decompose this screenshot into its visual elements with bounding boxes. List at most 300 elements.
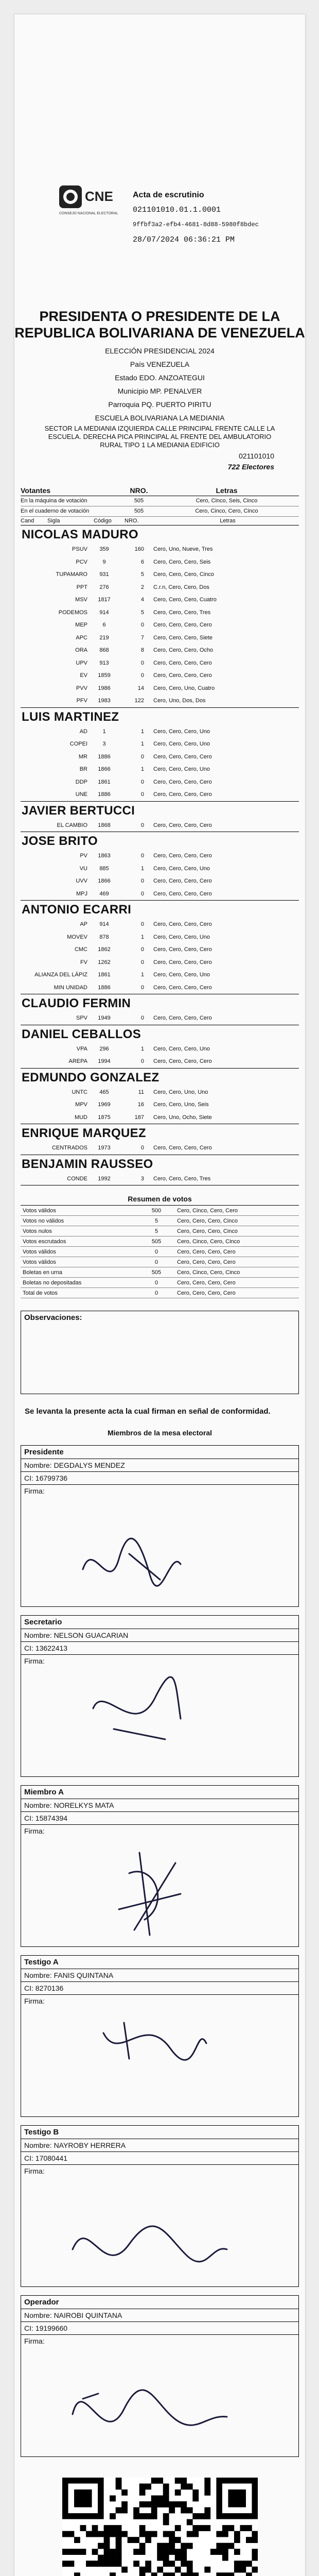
summary-label: En el cuaderno de votación bbox=[21, 508, 90, 514]
resumen-letters: Cero, Cero, Cero, Cero bbox=[177, 1290, 236, 1296]
party-sigla: UPV bbox=[76, 659, 87, 666]
party-votes-letters: Cero, Cero, Cero, Cero bbox=[153, 1015, 212, 1022]
party-votes-letters: Cero, Cero, Cero, Cero bbox=[153, 946, 212, 953]
party-votes: 0 bbox=[140, 778, 144, 785]
party-votes: 5 bbox=[140, 571, 144, 578]
signature-role: Operador bbox=[21, 2296, 298, 2309]
resumen-value: 505 bbox=[151, 1269, 162, 1276]
handwritten-signature bbox=[52, 1492, 237, 1600]
signature-ci: CI: 8270136 bbox=[21, 1982, 298, 1995]
signature-role: Miembro A bbox=[21, 1786, 298, 1799]
signature-area bbox=[21, 2165, 298, 2286]
party-code: 931 bbox=[99, 571, 109, 578]
party-votes: 4 bbox=[140, 597, 144, 603]
party-votes: 7 bbox=[140, 634, 144, 641]
signature-box bbox=[21, 1785, 299, 1947]
party-votes-letters: Cero, Cero, Cero, Uno bbox=[153, 728, 210, 735]
signature-role: Presidente bbox=[21, 1446, 298, 1459]
members-title: Miembros de la mesa electoral bbox=[107, 1429, 212, 1437]
party-sigla: PSUV bbox=[72, 546, 87, 553]
election-name: ELECCIÓN PRESIDENCIAL 2024 bbox=[105, 347, 215, 355]
party-row bbox=[21, 1012, 299, 1025]
party-sigla: MUD bbox=[74, 1114, 87, 1121]
resumen-label: Votos válidos bbox=[23, 1207, 56, 1214]
resumen-row bbox=[21, 1236, 299, 1247]
party-row bbox=[21, 669, 299, 682]
party-votes: 16 bbox=[137, 1101, 144, 1108]
party-sigla: DDP bbox=[75, 778, 87, 785]
acta-paper bbox=[14, 14, 305, 2576]
party-code: 276 bbox=[99, 584, 109, 590]
party-votes-letters: Cero, Uno, Ocho, Siete bbox=[153, 1114, 212, 1121]
party-votes-letters: Cero, Cero, Cero, Seis bbox=[153, 558, 211, 565]
party-sigla: CMC bbox=[74, 946, 87, 953]
party-votes: 160 bbox=[134, 546, 144, 553]
party-sigla: ORA bbox=[75, 647, 87, 654]
party-sigla: AREPA bbox=[68, 1058, 87, 1065]
resumen-label: Boletas en urna bbox=[23, 1269, 63, 1276]
party-code: 1875 bbox=[98, 1114, 111, 1121]
party-votes: 0 bbox=[140, 1145, 144, 1151]
party-sigla: FV bbox=[80, 959, 87, 965]
party-code: 1973 bbox=[98, 1145, 111, 1151]
party-votes: 0 bbox=[140, 959, 144, 965]
party-votes: 1 bbox=[140, 766, 144, 773]
handwritten-signature bbox=[52, 2002, 237, 2110]
party-code: 1863 bbox=[98, 853, 111, 859]
signature-ci: CI: 16799736 bbox=[21, 1472, 298, 1485]
candidate-name: EDMUNDO GONZALEZ bbox=[22, 1070, 160, 1084]
subheader-cell: Letras bbox=[220, 518, 236, 524]
party-code: 219 bbox=[99, 634, 109, 641]
candidate-name: BENJAMIN RAUSSEO bbox=[22, 1157, 153, 1171]
party-row bbox=[21, 1086, 299, 1099]
candidate-block bbox=[21, 1155, 299, 1186]
party-sigla: APC bbox=[76, 634, 87, 641]
party-votes-letters: Cero, Cero, Cero, Uno bbox=[153, 741, 210, 748]
party-row bbox=[21, 981, 299, 994]
party-sigla: PFV bbox=[76, 698, 87, 704]
resumen-row bbox=[21, 1247, 299, 1257]
candidate-name: NICOLAS MADURO bbox=[22, 528, 138, 541]
party-votes-letters: Cero, Cero, Cero, Cero bbox=[153, 791, 212, 798]
party-code: 1859 bbox=[98, 672, 111, 679]
party-votes-letters: Cero, Cero, Cero, Cinco bbox=[153, 571, 214, 578]
party-code: 1886 bbox=[98, 791, 111, 798]
party-votes-letters: Cero, Cero, Cero, Siete bbox=[153, 634, 212, 641]
summary-row bbox=[21, 506, 299, 517]
resumen-value: 5 bbox=[154, 1228, 158, 1234]
signature-area bbox=[21, 1825, 298, 1946]
party-code: 1861 bbox=[98, 778, 111, 785]
party-sigla: MPJ bbox=[76, 890, 87, 897]
party-code: 1262 bbox=[98, 959, 111, 965]
candidate-block bbox=[21, 994, 299, 1025]
party-votes-letters: Cero, Cero, Cero, Ocho bbox=[153, 647, 214, 654]
party-row bbox=[21, 543, 299, 556]
signature-label: Firma: bbox=[24, 1487, 45, 1495]
party-row bbox=[21, 738, 299, 751]
party-votes-letters: Cero, Uno, Nueve, Tres bbox=[153, 546, 213, 553]
candidate-block bbox=[21, 1025, 299, 1069]
party-sigla: MR bbox=[78, 753, 87, 760]
signature-label: Firma: bbox=[24, 1997, 45, 2005]
resumen-value: 5 bbox=[154, 1217, 158, 1224]
party-row bbox=[21, 875, 299, 888]
subheader-cell: NRO. bbox=[125, 518, 139, 524]
resumen-row bbox=[21, 1206, 299, 1216]
candidate-name: JOSE BRITO bbox=[22, 834, 98, 848]
resumen-row bbox=[21, 1216, 299, 1226]
party-row bbox=[21, 819, 299, 832]
party-votes: 1 bbox=[140, 972, 144, 978]
party-code: 914 bbox=[99, 609, 109, 616]
party-votes-letters: Cero, Cero, Cero, Cuatro bbox=[153, 597, 217, 603]
party-row bbox=[21, 850, 299, 862]
party-row bbox=[21, 788, 299, 801]
party-code: 868 bbox=[99, 647, 109, 654]
party-votes: 122 bbox=[134, 698, 144, 704]
party-row bbox=[21, 969, 299, 981]
svg-text:CNE: CNE bbox=[85, 189, 113, 204]
candidate-block bbox=[21, 708, 299, 802]
signature-area bbox=[21, 1485, 298, 1606]
party-sigla: TUPAMARO bbox=[56, 571, 87, 578]
signature-label: Firma: bbox=[24, 1657, 45, 1665]
party-votes-letters: Cero, Cero, Cero, Cero bbox=[153, 890, 212, 897]
summary-row bbox=[21, 496, 299, 506]
resumen-value: 0 bbox=[154, 1248, 158, 1255]
party-votes: 1 bbox=[140, 728, 144, 735]
party-votes-letters: C.r.n, Cero, Cero, Dos bbox=[153, 584, 209, 590]
party-row bbox=[21, 776, 299, 789]
party-votes-letters: Cero, Cero, Cero, Cero bbox=[153, 753, 212, 760]
party-votes-letters: Cero, Cero, Cero, Cero bbox=[153, 622, 212, 629]
party-code: 469 bbox=[99, 890, 109, 897]
party-votes: 0 bbox=[140, 622, 144, 629]
party-votes: 0 bbox=[140, 878, 144, 885]
signature-role: Testigo B bbox=[21, 2126, 298, 2139]
party-sigla: MPV bbox=[75, 1101, 87, 1108]
signature-name: Nombre: NAIROBI QUINTANA bbox=[21, 2309, 298, 2322]
signature-name: Nombre: NORELKYS MATA bbox=[21, 1799, 298, 1812]
party-code: 878 bbox=[99, 934, 109, 940]
tally-table bbox=[21, 486, 299, 1185]
party-sigla: MSV bbox=[75, 597, 87, 603]
resumen-label: Votos no válidos bbox=[23, 1217, 64, 1224]
candidate-block bbox=[21, 1124, 299, 1155]
acta-meta bbox=[133, 188, 297, 247]
party-votes: 0 bbox=[140, 1015, 144, 1022]
observaciones-box bbox=[21, 1311, 299, 1394]
resumen-letters: Cero, Cero, Cero, Cero bbox=[177, 1248, 236, 1255]
resumen-letters: Cero, Cinco, Cero, Cero bbox=[177, 1207, 238, 1214]
qr-code bbox=[62, 2478, 258, 2576]
signature-name: Nombre: FANIS QUINTANA bbox=[21, 1969, 298, 1982]
party-votes: 1 bbox=[140, 934, 144, 940]
handwritten-signature bbox=[52, 2172, 237, 2280]
candidate-block bbox=[21, 526, 299, 708]
party-sigla: CONDE bbox=[67, 1175, 87, 1182]
resumen-value: 500 bbox=[151, 1207, 162, 1214]
election-title: PRESIDENTA O PRESIDENTE DE LA REPUBLICA BOLIVARIANA DE VENEZUELA bbox=[14, 309, 305, 341]
party-row bbox=[21, 943, 299, 956]
party-code: 1994 bbox=[98, 1058, 111, 1065]
party-sigla: PCV bbox=[76, 558, 87, 565]
resumen-label: Boletas no depositadas bbox=[23, 1279, 82, 1286]
party-votes-letters: Cero, Cero, Cero, Cero bbox=[153, 659, 212, 666]
party-row bbox=[21, 1055, 299, 1068]
party-votes-letters: Cero, Cero, Cero, Cero bbox=[153, 878, 212, 885]
party-row bbox=[21, 1173, 299, 1185]
party-sigla: COPEI bbox=[69, 741, 87, 748]
signature-name: Nombre: NELSON GUACARIAN bbox=[21, 1629, 298, 1642]
party-row bbox=[21, 632, 299, 645]
party-code: 1992 bbox=[98, 1175, 111, 1182]
party-row bbox=[21, 918, 299, 931]
acta-label: Acta de escrutinio bbox=[133, 191, 204, 199]
party-votes: 0 bbox=[140, 984, 144, 991]
party-code: 1886 bbox=[98, 984, 111, 991]
handwritten-signature bbox=[52, 1662, 237, 1770]
resumen-letters: Cero, Cero, Cero, Cero bbox=[177, 1279, 236, 1286]
signature-name: Nombre: DEGDALYS MENDEZ bbox=[21, 1459, 298, 1472]
resumen-letters: Cero, Cero, Cero, Cero bbox=[177, 1259, 236, 1265]
handwritten-signature bbox=[52, 1832, 237, 1940]
resumen-value: 0 bbox=[154, 1279, 158, 1286]
party-sigla: PODEMOS bbox=[58, 609, 87, 616]
party-sigla: MEP bbox=[75, 622, 87, 629]
parish: Parroquia PQ. PUERTO PIRITU bbox=[108, 400, 211, 409]
party-votes-letters: Cero, Cero, Cero, Uno bbox=[153, 1045, 210, 1052]
party-votes-letters: Cero, Cero, Cero, Tres bbox=[153, 1175, 211, 1182]
signature-name: Nombre: NAYROBY HERRERA bbox=[21, 2139, 298, 2152]
party-votes: 0 bbox=[140, 921, 144, 928]
party-votes-letters: Cero, Cero, Uno, Seis bbox=[153, 1101, 209, 1108]
party-sigla: EL CAMBIO bbox=[57, 822, 87, 828]
signature-ci: CI: 13622413 bbox=[21, 1642, 298, 1655]
resumen-letters: Cero, Cero, Cero, Cinco bbox=[177, 1228, 238, 1234]
resumen-row bbox=[21, 1288, 299, 1298]
resumen-label: Votos válidos bbox=[23, 1248, 56, 1255]
signature-ci: CI: 17080441 bbox=[21, 2152, 298, 2165]
party-code: 359 bbox=[99, 546, 109, 553]
party-row bbox=[21, 682, 299, 695]
party-votes: 0 bbox=[140, 890, 144, 897]
party-code: 914 bbox=[99, 921, 109, 928]
candidate-block bbox=[21, 901, 299, 994]
subheader-cell: Cand bbox=[21, 518, 34, 524]
tally-subheader bbox=[21, 517, 299, 526]
party-row bbox=[21, 956, 299, 969]
candidate-name: JAVIER BERTUCCI bbox=[22, 803, 135, 818]
party-sigla: ALIANZA DEL LÁPIZ bbox=[34, 972, 87, 978]
party-votes-letters: Cero, Cero, Cero, Cero bbox=[153, 959, 212, 965]
resumen-row bbox=[21, 1257, 299, 1267]
resumen-table bbox=[21, 1195, 299, 1298]
handwritten-signature bbox=[52, 2342, 237, 2450]
signature-ci: CI: 19199660 bbox=[21, 2322, 298, 2335]
party-votes-letters: Cero, Cero, Cero, Cero bbox=[153, 1145, 212, 1151]
electores-count: 722 Electores bbox=[227, 463, 274, 471]
resumen-row bbox=[21, 1278, 299, 1288]
candidate-block bbox=[21, 832, 299, 901]
acta-number: 021101010.01.1.0001 bbox=[133, 206, 221, 214]
party-sigla: VPA bbox=[76, 1045, 87, 1052]
resumen-letters: Cero, Cinco, Cero, Cinco bbox=[177, 1238, 240, 1245]
resumen-letters: Cero, Cero, Cero, Cinco bbox=[177, 1217, 238, 1224]
party-row bbox=[21, 931, 299, 944]
party-code: 913 bbox=[99, 659, 109, 666]
party-votes: 0 bbox=[140, 659, 144, 666]
party-votes: 0 bbox=[140, 946, 144, 953]
party-votes-letters: Cero, Cero, Uno, Cuatro bbox=[153, 685, 215, 691]
party-votes: 2 bbox=[140, 584, 144, 590]
party-votes: 8 bbox=[140, 647, 144, 654]
resumen-letters: Cero, Cinco, Cero, Cinco bbox=[177, 1269, 240, 1276]
party-votes: 0 bbox=[140, 822, 144, 828]
party-row bbox=[21, 1111, 299, 1124]
party-row bbox=[21, 568, 299, 581]
party-votes: 0 bbox=[140, 791, 144, 798]
party-row bbox=[21, 888, 299, 901]
party-code: 1986 bbox=[98, 685, 111, 691]
signature-area bbox=[21, 1655, 298, 1776]
party-code: 1 bbox=[102, 728, 106, 735]
candidate-block bbox=[21, 1069, 299, 1125]
party-row bbox=[21, 1043, 299, 1056]
party-sigla: AP bbox=[80, 921, 87, 928]
municipality: Municipio MP. PENALVER bbox=[117, 387, 202, 395]
summary-value: 505 bbox=[134, 498, 144, 504]
party-sigla: PPT bbox=[76, 584, 87, 590]
party-sigla: EV bbox=[80, 672, 87, 679]
party-votes: 187 bbox=[134, 1114, 144, 1121]
party-votes: 0 bbox=[140, 753, 144, 760]
resumen-label: Votos nulos bbox=[23, 1228, 52, 1234]
resumen-value: 0 bbox=[154, 1290, 158, 1296]
signature-role: Secretario bbox=[21, 1616, 298, 1629]
subheader-cell: Sigla bbox=[47, 518, 60, 524]
party-votes: 6 bbox=[140, 558, 144, 565]
party-sigla: MIN UNIDAD bbox=[54, 984, 87, 991]
svg-text:CONSEJO NACIONAL ELECTORAL: CONSEJO NACIONAL ELECTORAL bbox=[59, 212, 118, 215]
party-sigla: UVV bbox=[76, 878, 87, 885]
acta-serial: 9ffbf3a2-efb4-4681-8d88-5980f8bdec bbox=[133, 221, 259, 228]
party-votes-letters: Cero, Cero, Cero, Tres bbox=[153, 609, 211, 616]
party-votes: 0 bbox=[140, 1058, 144, 1065]
party-votes-letters: Cero, Cero, Cero, Cero bbox=[153, 1058, 212, 1065]
signature-box bbox=[21, 1955, 299, 2117]
address: SECTOR LA MEDIANIA IZQUIERDA CALLE PRINCIPAL FRENTE CALLE LA ESCUELA. DERECHA PICA PRINCIPAL AL FRENTE DEL AMBULATORIO RURAL TIPO 1 LA MEDIANIA EDIFICIO bbox=[44, 425, 275, 449]
col-letras: Letras bbox=[216, 486, 238, 495]
party-votes-letters: Cero, Cero, Cero, Cero bbox=[153, 853, 212, 859]
party-votes: 1 bbox=[140, 1045, 144, 1052]
party-code: 1866 bbox=[98, 878, 111, 885]
election-location bbox=[14, 344, 305, 463]
party-row bbox=[21, 606, 299, 619]
party-code: 885 bbox=[99, 865, 109, 872]
party-votes: 5 bbox=[140, 609, 144, 616]
party-row bbox=[21, 725, 299, 738]
resumen-value: 505 bbox=[151, 1238, 162, 1245]
party-votes-letters: Cero, Uno, Dos, Dos bbox=[153, 698, 206, 704]
conformity-legend: Se levanta la presente acta la cual firman en señal de conformidad. bbox=[25, 1407, 271, 1416]
party-votes-letters: Cero, Cero, Cero, Cero bbox=[153, 822, 212, 828]
party-code: 1868 bbox=[98, 822, 111, 828]
state: Estado EDO. ANZOATEGUI bbox=[115, 374, 205, 382]
country: País VENEZUELA bbox=[130, 360, 190, 368]
signature-box bbox=[21, 2295, 299, 2457]
party-row bbox=[21, 644, 299, 657]
party-sigla: VU bbox=[79, 865, 87, 872]
signature-area bbox=[21, 1995, 298, 2116]
party-row bbox=[21, 581, 299, 594]
party-row bbox=[21, 1142, 299, 1155]
party-sigla: MOVEV bbox=[67, 934, 87, 940]
party-code: 1949 bbox=[98, 1015, 111, 1022]
party-row bbox=[21, 619, 299, 632]
party-votes-letters: Cero, Cero, Cero, Cero bbox=[153, 921, 212, 928]
candidate-name: ANTONIO ECARRI bbox=[22, 903, 132, 917]
party-code: 9 bbox=[102, 558, 106, 565]
party-sigla: PVV bbox=[76, 685, 87, 691]
signature-box bbox=[21, 1445, 299, 1607]
resumen-label: Total de votos bbox=[23, 1290, 58, 1296]
party-sigla: UNTC bbox=[72, 1089, 87, 1095]
candidate-name: CLAUDIO FERMIN bbox=[22, 996, 131, 1010]
resumen-value: 0 bbox=[154, 1259, 158, 1265]
col-nro: NRO. bbox=[130, 486, 148, 495]
party-sigla: PV bbox=[80, 853, 87, 859]
school: ESCUELA BOLIVARIANA LA MEDIANIA bbox=[95, 414, 225, 422]
party-votes: 11 bbox=[138, 1089, 144, 1095]
party-code: 1886 bbox=[98, 753, 111, 760]
signature-label: Firma: bbox=[24, 1827, 45, 1835]
signature-ci: CI: 15874394 bbox=[21, 1812, 298, 1825]
resumen-row bbox=[21, 1267, 299, 1278]
signature-label: Firma: bbox=[24, 2337, 45, 2345]
party-votes-letters: Cero, Cero, Cero, Cero bbox=[153, 778, 212, 785]
party-row bbox=[21, 763, 299, 776]
party-sigla: AD bbox=[79, 728, 87, 735]
party-votes: 1 bbox=[140, 741, 144, 748]
candidate-name: LUIS MARTINEZ bbox=[22, 709, 119, 724]
signature-role: Testigo A bbox=[21, 1956, 298, 1969]
tally-header bbox=[21, 486, 299, 496]
party-sigla: UNE bbox=[75, 791, 87, 798]
party-sigla: CENTRADOS bbox=[51, 1145, 87, 1151]
party-code: 1862 bbox=[98, 946, 111, 953]
resumen-title: Resumen de votos bbox=[21, 1195, 299, 1206]
party-sigla: BR bbox=[79, 766, 87, 773]
party-votes: 0 bbox=[140, 672, 144, 679]
resumen-row bbox=[21, 1226, 299, 1236]
party-votes: 14 bbox=[137, 685, 144, 691]
party-code: 1861 bbox=[98, 972, 111, 978]
party-votes-letters: Cero, Cero, Cero, Uno bbox=[153, 934, 210, 940]
party-votes: 1 bbox=[140, 865, 144, 872]
party-votes: 3 bbox=[140, 1175, 144, 1182]
party-row bbox=[21, 556, 299, 569]
party-votes-letters: Cero, Cero, Cero, Uno bbox=[153, 972, 210, 978]
summary-label: En la máquina de votación bbox=[21, 498, 87, 504]
signature-box bbox=[21, 2125, 299, 2287]
party-code: 3 bbox=[102, 741, 106, 748]
party-row bbox=[21, 694, 299, 707]
observaciones-label: Observaciones: bbox=[24, 1313, 82, 1322]
cne-logo bbox=[58, 184, 128, 216]
